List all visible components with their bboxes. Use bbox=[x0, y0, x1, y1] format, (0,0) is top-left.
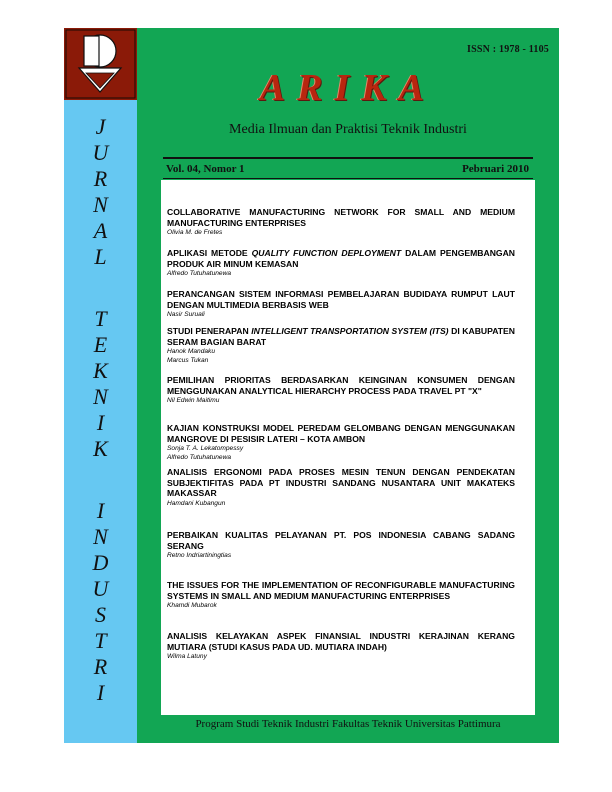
spine-letter: N bbox=[93, 192, 108, 217]
spine-letter: I bbox=[96, 498, 105, 523]
article-author: Khamdi Mubarok bbox=[167, 602, 217, 609]
article-author: Retno Indriartiningtias bbox=[167, 552, 232, 559]
spine-letter: D bbox=[92, 550, 109, 575]
article-title bbox=[167, 631, 515, 652]
volume-label: Vol. 04, Nomor 1 bbox=[166, 163, 245, 175]
article-title-text: ANALISIS KELAYAKAN ASPEK FINANSIAL INDUSTRI KERAJINAN KERANG MUTIARA (STUDI KASUS PADA UD. MUTIARA INDAH) bbox=[167, 631, 515, 652]
article-author: Nasir Suruali bbox=[167, 311, 205, 318]
spine-letter: K bbox=[93, 436, 108, 461]
spine-letter: R bbox=[93, 654, 108, 679]
spine-letter: T bbox=[94, 306, 107, 331]
article-entry bbox=[167, 326, 515, 365]
publisher-footer: Program Studi Teknik Industri Fakultas Teknik Universitas Pattimura bbox=[195, 718, 501, 730]
article-entry bbox=[167, 289, 515, 319]
article-author: Nil Edwin Maitimu bbox=[167, 397, 220, 404]
spine-letter: S bbox=[95, 602, 106, 627]
cover-panel bbox=[137, 28, 559, 743]
article-entry bbox=[167, 248, 515, 278]
article-title-text: ANALISIS ERGONOMI PADA PROSES MESIN TENUN DENGAN PENDEKATAN SUBJEKTIFITAS PADA PT INDUSTRI SANDANG NUSANTARA UNIT MAKATEKS MAKASSAR bbox=[167, 467, 515, 498]
article-entry bbox=[167, 467, 515, 508]
article-title-text: COLLABORATIVE MANUFACTURING NETWORK FOR SMALL AND MEDIUM MANUFACTURING ENTERPRISES bbox=[167, 207, 515, 228]
article-author: Alfredo Tutuhatunewa bbox=[167, 270, 232, 277]
spine-letter: L bbox=[94, 244, 107, 269]
article-entry bbox=[167, 631, 515, 661]
article-author: Wilma Latuny bbox=[167, 653, 207, 660]
article-entry bbox=[167, 580, 515, 610]
spine-letter: A bbox=[93, 218, 108, 243]
spine-letter: U bbox=[92, 140, 109, 165]
spine-letter: J bbox=[95, 114, 106, 139]
journal-logo bbox=[64, 28, 137, 100]
article-title-text: PERBAIKAN KUALITAS PELAYANAN PT. POS INDONESIA CABANG SADANG SERANG bbox=[167, 530, 515, 551]
article-author: Sonja T. A. Lekatompessy bbox=[167, 445, 244, 452]
article-title-text: DALAM PENGEMBANGAN PRODUK AIR MINUM KEMASAN bbox=[167, 248, 515, 269]
article-title bbox=[167, 207, 515, 228]
spine-letter: I bbox=[96, 680, 105, 705]
article-title bbox=[167, 580, 515, 601]
article-title bbox=[167, 326, 515, 347]
article-author: Marcus Tukan bbox=[167, 357, 209, 364]
article-entry bbox=[167, 530, 515, 560]
spine-letter: N bbox=[93, 524, 108, 549]
divider-top bbox=[163, 157, 533, 159]
article-author: Olivia M. de Fretes bbox=[167, 229, 223, 236]
article-entry bbox=[167, 423, 515, 462]
article-entry bbox=[167, 207, 515, 237]
table-of-contents bbox=[161, 180, 535, 715]
article-title-text: APLIKASI METODE bbox=[167, 248, 252, 258]
article-title-italic: QUALITY FUNCTION DEPLOYMENT bbox=[251, 248, 402, 258]
spine-letter: E bbox=[93, 332, 108, 357]
article-title-text: KAJIAN KONSTRUKSI MODEL PEREDAM GELOMBANG DENGAN MENGGUNAKAN MANGROVE DI PESISIR LATERI – KOTA AMBON bbox=[167, 423, 515, 444]
article-title bbox=[167, 530, 515, 551]
article-title-text: PERANCANGAN SISTEM INFORMASI PEMBELAJARAN BUDIDAYA RUMPUT LAUT DENGAN MULTIMEDIA BERBASIS WEB bbox=[167, 289, 515, 310]
divider-mid bbox=[163, 178, 533, 179]
spine-letter: I bbox=[96, 410, 105, 435]
spine-letter: U bbox=[92, 576, 109, 601]
article-title bbox=[167, 289, 515, 310]
issn-label: ISSN : 1978 - 1105 bbox=[467, 44, 549, 55]
article-title bbox=[167, 467, 515, 499]
article-author: Hanok Mandaku bbox=[167, 348, 216, 355]
article-title-text: THE ISSUES FOR THE IMPLEMENTATION OF RECONFIGURABLE MANUFACTURING SYSTEMS IN SMALL AND MEDIUM MANUFACTURING ENTERPRISES bbox=[167, 580, 515, 601]
issue-date: Pebruari 2010 bbox=[462, 163, 529, 175]
spine-vertical-title bbox=[64, 100, 137, 743]
spine-letter: K bbox=[93, 358, 108, 383]
journal-subtitle: Media Ilmuan dan Praktisi Teknik Industri bbox=[229, 122, 467, 137]
article-entry bbox=[167, 375, 515, 405]
article-title bbox=[167, 375, 515, 396]
article-title-text: PEMILIHAN PRIORITAS BERDASARKAN KEINGINAN KONSUMEN DENGAN MENGGUNAKAN ANALYTICAL HIERARCHY PROCESS PADA TRAVEL PT "X" bbox=[167, 375, 515, 396]
spine-letter: N bbox=[93, 384, 108, 409]
article-title-italic: INTELLIGENT TRANSPORTATION SYSTEM (ITS) bbox=[251, 326, 449, 336]
article-title-text: DI KABUPATEN SERAM BAGIAN BARAT bbox=[167, 326, 515, 347]
spine-letter: R bbox=[93, 166, 108, 191]
article-author: Alfredo Tutuhatunewa bbox=[167, 454, 232, 461]
article-author: Hamdani Kubangun bbox=[167, 499, 226, 507]
article-title bbox=[167, 248, 515, 269]
journal-title: ARIKA bbox=[259, 67, 437, 109]
logo-emblem-icon bbox=[64, 28, 137, 100]
article-title bbox=[167, 423, 515, 444]
spine-letter: T bbox=[94, 628, 107, 653]
article-title-text: STUDI PENERAPAN bbox=[167, 326, 252, 336]
